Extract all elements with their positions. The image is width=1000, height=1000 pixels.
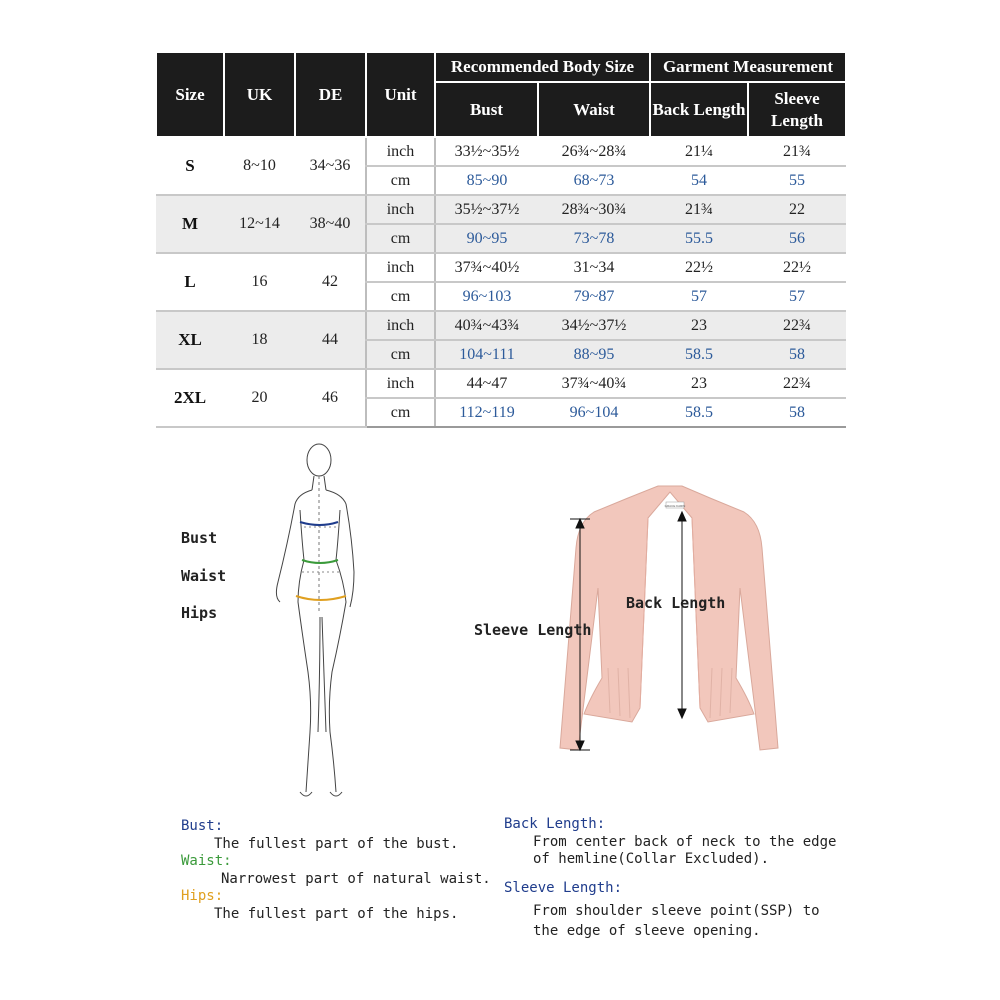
header-bust: Bust: [435, 82, 538, 137]
body-figure-illustration: [250, 432, 375, 804]
sleeve-length-cell: 56: [748, 224, 846, 253]
waist-cell: 26¾~28¾: [538, 137, 650, 166]
table-row: [156, 137, 846, 166]
waist-cell: 96~104: [538, 398, 650, 427]
sleeve-length-cell: 58: [748, 398, 846, 427]
bust-cell: 90~95: [435, 224, 538, 253]
back-length-note-text-1: From center back of neck to the edge: [533, 833, 837, 850]
waist-cell: 31~34: [538, 253, 650, 282]
header-recommended-body-size: Recommended Body Size: [435, 52, 650, 82]
sleeve-length-cell: 55: [748, 166, 846, 195]
back-length-cell: 54: [650, 166, 748, 195]
unit-cell: cm: [366, 398, 435, 427]
unit-cell: inch: [366, 369, 435, 398]
de-cell: 34~36: [295, 137, 366, 195]
header-garment-measurement: Garment Measurement: [650, 52, 846, 82]
unit-cell: inch: [366, 195, 435, 224]
uk-cell: 16: [224, 253, 295, 311]
table-row: [156, 253, 846, 282]
notes-left: [181, 818, 501, 923]
bust-note-heading: Bust:: [181, 818, 224, 834]
waist-cell: 28¾~30¾: [538, 195, 650, 224]
sleeve-length-note-text-1: From shoulder sleeve point(SSP) to: [533, 903, 820, 919]
de-cell: 38~40: [295, 195, 366, 253]
waist-cell: 73~78: [538, 224, 650, 253]
unit-cell: inch: [366, 311, 435, 340]
size-cell: M: [156, 195, 224, 253]
back-length-cell: 23: [650, 311, 748, 340]
unit-cell: cm: [366, 224, 435, 253]
size-cell: L: [156, 253, 224, 311]
sleeve-length-note-heading: Sleeve Length:: [504, 879, 623, 896]
back-length-cell: 57: [650, 282, 748, 311]
waist-cell: 34½~37½: [538, 311, 650, 340]
bust-cell: 37¾~40½: [435, 253, 538, 282]
bust-cell: 96~103: [435, 282, 538, 311]
header-unit: Unit: [366, 52, 435, 137]
unit-cell: cm: [366, 340, 435, 369]
waist-cell: 37¾~40¾: [538, 369, 650, 398]
bust-cell: 33½~35½: [435, 137, 538, 166]
bust-line: [300, 522, 338, 525]
table-row: [156, 195, 846, 224]
unit-cell: inch: [366, 137, 435, 166]
header-de: DE: [295, 52, 366, 137]
bust-cell: 44~47: [435, 369, 538, 398]
back-length-cell: 21¼: [650, 137, 748, 166]
uk-cell: 20: [224, 369, 295, 427]
header-sleeve-length: Sleeve Length: [748, 82, 846, 137]
back-length-cell: 58.5: [650, 398, 748, 427]
size-cell: XL: [156, 311, 224, 369]
header-back-length: Back Length: [650, 82, 748, 137]
brand-tag-text: GRACE KARIN: [664, 504, 686, 508]
hips-note-text: The fullest part of the hips.: [214, 905, 459, 922]
sleeve-length-cell: 21¾: [748, 137, 846, 166]
waist-label: Waist: [181, 567, 227, 585]
hips-line: [296, 596, 346, 600]
bust-cell: 112~119: [435, 398, 538, 427]
size-chart-table: [155, 51, 847, 428]
de-cell: 42: [295, 253, 366, 311]
waist-note-text: Narrowest part of natural waist.: [221, 870, 491, 887]
unit-cell: cm: [366, 166, 435, 195]
unit-cell: inch: [366, 253, 435, 282]
sleeve-length-cell: 57: [748, 282, 846, 311]
sleeve-length-cell: 22: [748, 195, 846, 224]
back-length-note-heading: Back Length:: [504, 816, 606, 832]
back-length-cell: 23: [650, 369, 748, 398]
sleeve-length-cell: 58: [748, 340, 846, 369]
header-uk: UK: [224, 52, 295, 137]
bust-cell: 104~111: [435, 340, 538, 369]
de-cell: 46: [295, 369, 366, 427]
sleeve-length-note-text-2: the edge of sleeve opening.: [533, 922, 761, 939]
uk-cell: 8~10: [224, 137, 295, 195]
waist-note-heading: Waist:: [181, 853, 232, 869]
bust-label: Bust: [181, 529, 218, 547]
hips-note-heading: Hips:: [181, 888, 224, 904]
table-row: [156, 311, 846, 340]
waist-line: [302, 560, 338, 563]
sleeve-length-cell: 22¾: [748, 311, 846, 340]
cardigan-illustration: [548, 478, 790, 760]
back-length-cell: 55.5: [650, 224, 748, 253]
back-length-cell: 58.5: [650, 340, 748, 369]
back-length-note-text-2: of hemline(Collar Excluded).: [533, 851, 770, 867]
back-length-cell: 21¾: [650, 195, 748, 224]
back-length-cell: 22½: [650, 253, 748, 282]
waist-cell: 79~87: [538, 282, 650, 311]
hips-label: Hips: [181, 604, 218, 622]
back-length-label: Back Length: [626, 594, 726, 612]
sleeve-length-cell: 22½: [748, 253, 846, 282]
header-size: Size: [156, 52, 224, 137]
uk-cell: 18: [224, 311, 295, 369]
size-cell: S: [156, 137, 224, 195]
bust-note-text: The fullest part of the bust.: [214, 835, 459, 852]
de-cell: 44: [295, 311, 366, 369]
waist-cell: 88~95: [538, 340, 650, 369]
waist-cell: 68~73: [538, 166, 650, 195]
unit-cell: cm: [366, 282, 435, 311]
table-row: [156, 369, 846, 398]
bust-cell: 40¾~43¾: [435, 311, 538, 340]
size-cell: 2XL: [156, 369, 224, 427]
sleeve-length-cell: 22¾: [748, 369, 846, 398]
bust-cell: 35½~37½: [435, 195, 538, 224]
uk-cell: 12~14: [224, 195, 295, 253]
bust-cell: 85~90: [435, 166, 538, 195]
sleeve-length-label: Sleeve Length: [474, 621, 592, 639]
notes-right: [504, 816, 844, 940]
header-waist: Waist: [538, 82, 650, 137]
